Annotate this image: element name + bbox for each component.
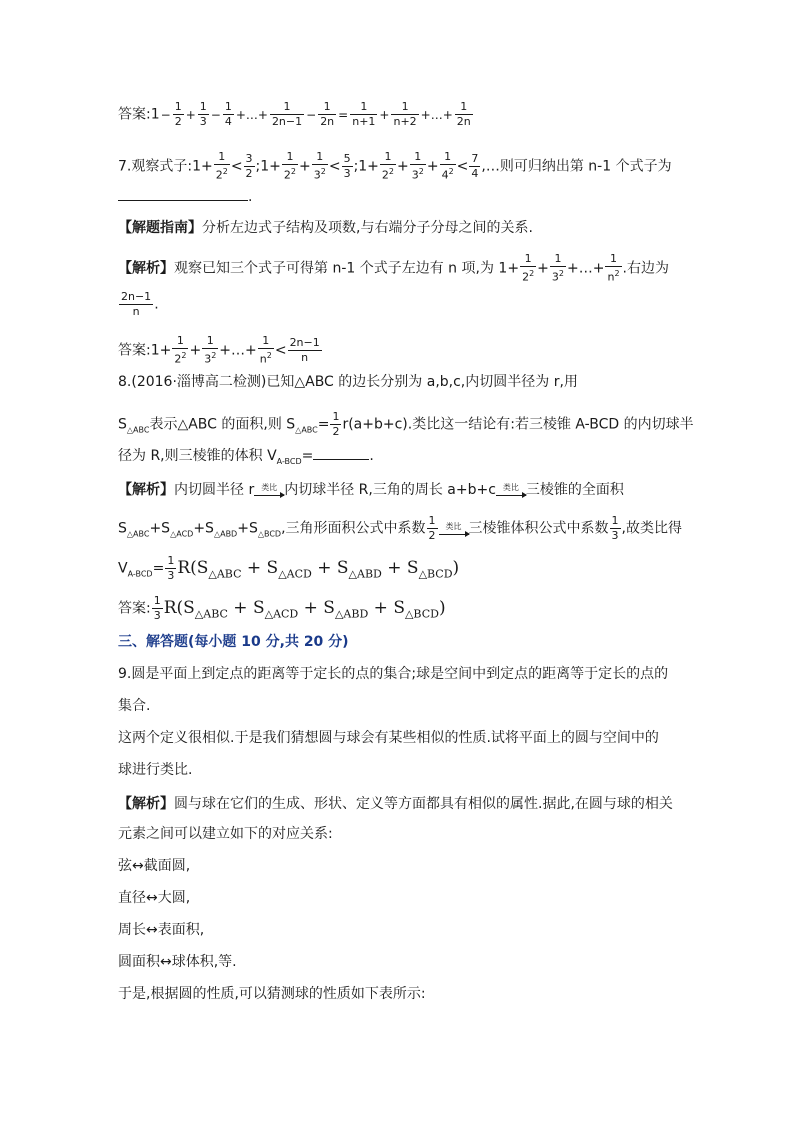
q7-answer: 答案:1+ $\frac{1}{2^2}$ + $\frac{1}{3^2}$ +…+ $\frac{1}{n^2}$ < $\frac{2n-1}{n}$ — [118, 334, 320, 366]
fraction: $\frac{1}{2n-1}$ — [271, 100, 303, 128]
fraction: $\frac{1}{2n}$ — [456, 100, 471, 128]
q9-item: 周长↔表面积, — [118, 922, 205, 938]
question-9-line3: 这两个定义很相似.于是我们猜想圆与球会有某些相似的性质.试将平面上的圆与空间中的 — [118, 730, 659, 746]
q9-item: 弦↔截面圆, — [118, 858, 191, 874]
q7-solution-rhs: $\frac{2n-1}{n}$ . — [121, 290, 159, 318]
q9-solution-line1: 【解析】圆与球在它们的生成、形状、定义等方面都具有相似的属性.据此,在圆与球的相关 — [118, 796, 673, 812]
answer-blank[interactable] — [313, 447, 369, 460]
question-8-line1: 8.(2016·淄博高二检测)已知△ABC 的边长分别为 a,b,c,内切圆半径为 r,用 — [118, 374, 578, 390]
question-8-line2: $S_{\triangle ABC}$表示△ABC 的面积,则 $S_{\triangle ABC}=$ $\frac{1}{2}$ r(a+b+c).类比这一结论有:若三棱锥 A-BCD 的内切球半 — [118, 410, 694, 438]
fraction: $\frac{1}{n+1}$ — [352, 100, 376, 128]
question-7-blank[interactable]: . — [118, 186, 252, 207]
fraction: $\frac{1}{3}$ — [199, 100, 207, 128]
question-9-line4: 球进行类比. — [118, 762, 193, 778]
question-9-line2: 集合. — [118, 698, 151, 714]
question-7: 7.观察式子:1+ $\frac{1}{2^2}$ < $\frac{3}{2}$ ;1+ $\frac{1}{2^2}$ + $\frac{1}{3^2}$ < $\frac{5}{3}$ ;1+ $\frac{1}{2^2}$ + $\frac{1}{3^2}$ + $\frac{1}{4^2}$ < $\frac{7}{4}$ ,…则可归纳出第 n-1 个式子为 — [118, 150, 672, 182]
question-8-line3: 径为 R,则三棱锥的体积 $V_{A-BCD}=$ . — [118, 448, 374, 466]
arrow-icon: 类比 — [254, 484, 284, 496]
fraction: $\frac{1}{2}$ — [174, 100, 182, 128]
answer-label: 答案: — [118, 106, 151, 123]
q9-solution-line2: 元素之间可以建立如下的对应关系: — [118, 826, 333, 842]
q8-answer: 答案: $\frac{1}{3}$ $R(S_{\triangle ABC} + S_{\triangle ACD} + S_{\triangle ABD} + S_{\triangle BCD})$ — [118, 594, 446, 622]
arrow-icon: 类比 — [496, 484, 526, 496]
section-title: 三、解答题(每小题 10 分,共 20 分) — [118, 634, 349, 650]
q8-solution-line1: 【解析】内切圆半径 r 类比 内切球半径 R,三角的周长 a+b+c 类比 三棱锥的全面积 — [118, 482, 624, 498]
q9-item: 直径↔大圆, — [118, 890, 191, 906]
q8-solution-line2: $S_{\triangle ABC}+S_{\triangle ACD}+S_{\triangle ABD}+S_{\triangle BCD}$,三角形面积公式中系数 $\frac{1}{2}$ 类比 三棱锥体积公式中系数 $\frac{1}{3}$ ,故类比得 — [118, 514, 682, 542]
q8-solution-line3: $V_{A-BCD}=$ $\frac{1}{3}$ $R(S_{\triangle ABC} + S_{\triangle ACD} + S_{\triangle ABD} + S_{\triangle BCD})$ — [118, 554, 460, 582]
question-9-line1: 9.圆是平面上到定点的距离等于定长的点的集合;球是空间中到定点的距离等于定长的点的 — [118, 666, 669, 682]
fraction: $\frac{1}{4}$ — [224, 100, 232, 128]
answer-6-line: 答案:1− $\frac{1}{2}$ + $\frac{1}{3}$ − $\frac{1}{4}$ +…+ $\frac{1}{2n-1}$ − $\frac{1}{2n}$ = $\frac{1}{n+1}$ + $\frac{1}{n+2}$ +…+ $\frac{1}{2n}$ — [118, 100, 471, 128]
q9-item: 圆面积↔球体积,等. — [118, 954, 237, 970]
q7-solution: 【解析】观察已知三个式子可得第 n-1 个式子左边有 n 项,为 1+ $\frac{1}{2^2}$ + $\frac{1}{3^2}$ +…+ $\frac{1}{n^2}$ .右边为 — [118, 252, 669, 284]
arrow-icon: 类比 — [439, 523, 469, 535]
fraction: $\frac{1}{2n}$ — [320, 100, 335, 128]
q9-solution-last: 于是,根据圆的性质,可以猜测球的性质如下表所示: — [118, 986, 426, 1002]
q7-guide: 【解题指南】分析左边式子结构及项数,与右端分子分母之间的关系. — [118, 220, 533, 236]
fraction: $\frac{1}{n+2}$ — [393, 100, 417, 128]
